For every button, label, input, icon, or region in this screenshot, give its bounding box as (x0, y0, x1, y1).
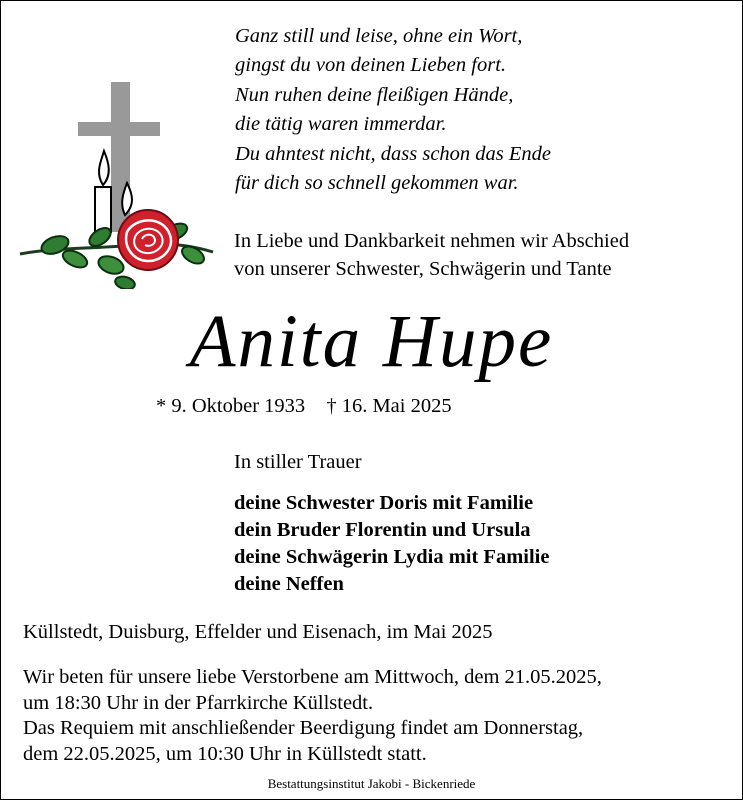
deceased-name: Anita Hupe (189, 300, 554, 383)
service-line: Das Requiem mit anschließender Beerdigung findet am Donnerstag, (23, 717, 584, 739)
service-line: Wir beten für unsere liebe Verstorbene am Mittwoch, dem 21.05.2025, (23, 666, 602, 688)
rose-icon (118, 210, 178, 270)
farewell-intro (234, 227, 629, 283)
life-dates (156, 395, 468, 418)
birth-date: * 9. Oktober 1933 (156, 395, 306, 417)
poem-line: gingst du von deinen Lieben fort. (235, 54, 507, 77)
poem (235, 22, 715, 198)
poem-line: Ganz still und leise, ohne ein Wort, (235, 25, 523, 47)
memorial-emblem (15, 77, 219, 289)
poem-line: Nun ruhen deine fleißigen Hände, (235, 83, 514, 106)
service-line: dem 22.05.2025, um 10:30 Uhr in Küllstedt statt. (23, 742, 427, 765)
mourning-label: In stiller Trauer (234, 451, 362, 473)
death-date: † 16. Mai 2025 (326, 395, 452, 417)
poem-line: die tätig waren immerdar. (235, 113, 447, 136)
service-line: um 18:30 Uhr in der Pfarrkirche Küllstedt. (23, 691, 374, 714)
service-info (23, 665, 602, 767)
mourner: deine Schwester Doris mit Familie (234, 492, 534, 514)
mourners-list (234, 490, 549, 598)
mourner: deine Schwägerin Lydia mit Familie (234, 546, 550, 568)
mourner: deine Neffen (234, 573, 344, 595)
intro-line: von unserer Schwester, Schwägerin und Tante (234, 258, 612, 280)
funeral-home: Bestattungsinstitut Jakobi - Bickenriede (267, 776, 476, 791)
place-and-date: Küllstedt, Duisburg, Effelder und Eisenach, im Mai 2025 (23, 621, 493, 643)
mourner: dein Bruder Florentin und Ursula (234, 519, 531, 541)
poem-line: für dich so schnell gekommen war. (235, 172, 519, 195)
poem-line: Du ahntest nicht, dass schon das Ende (235, 142, 552, 165)
intro-line: In Liebe und Dankbarkeit nehmen wir Abschied (234, 230, 630, 252)
